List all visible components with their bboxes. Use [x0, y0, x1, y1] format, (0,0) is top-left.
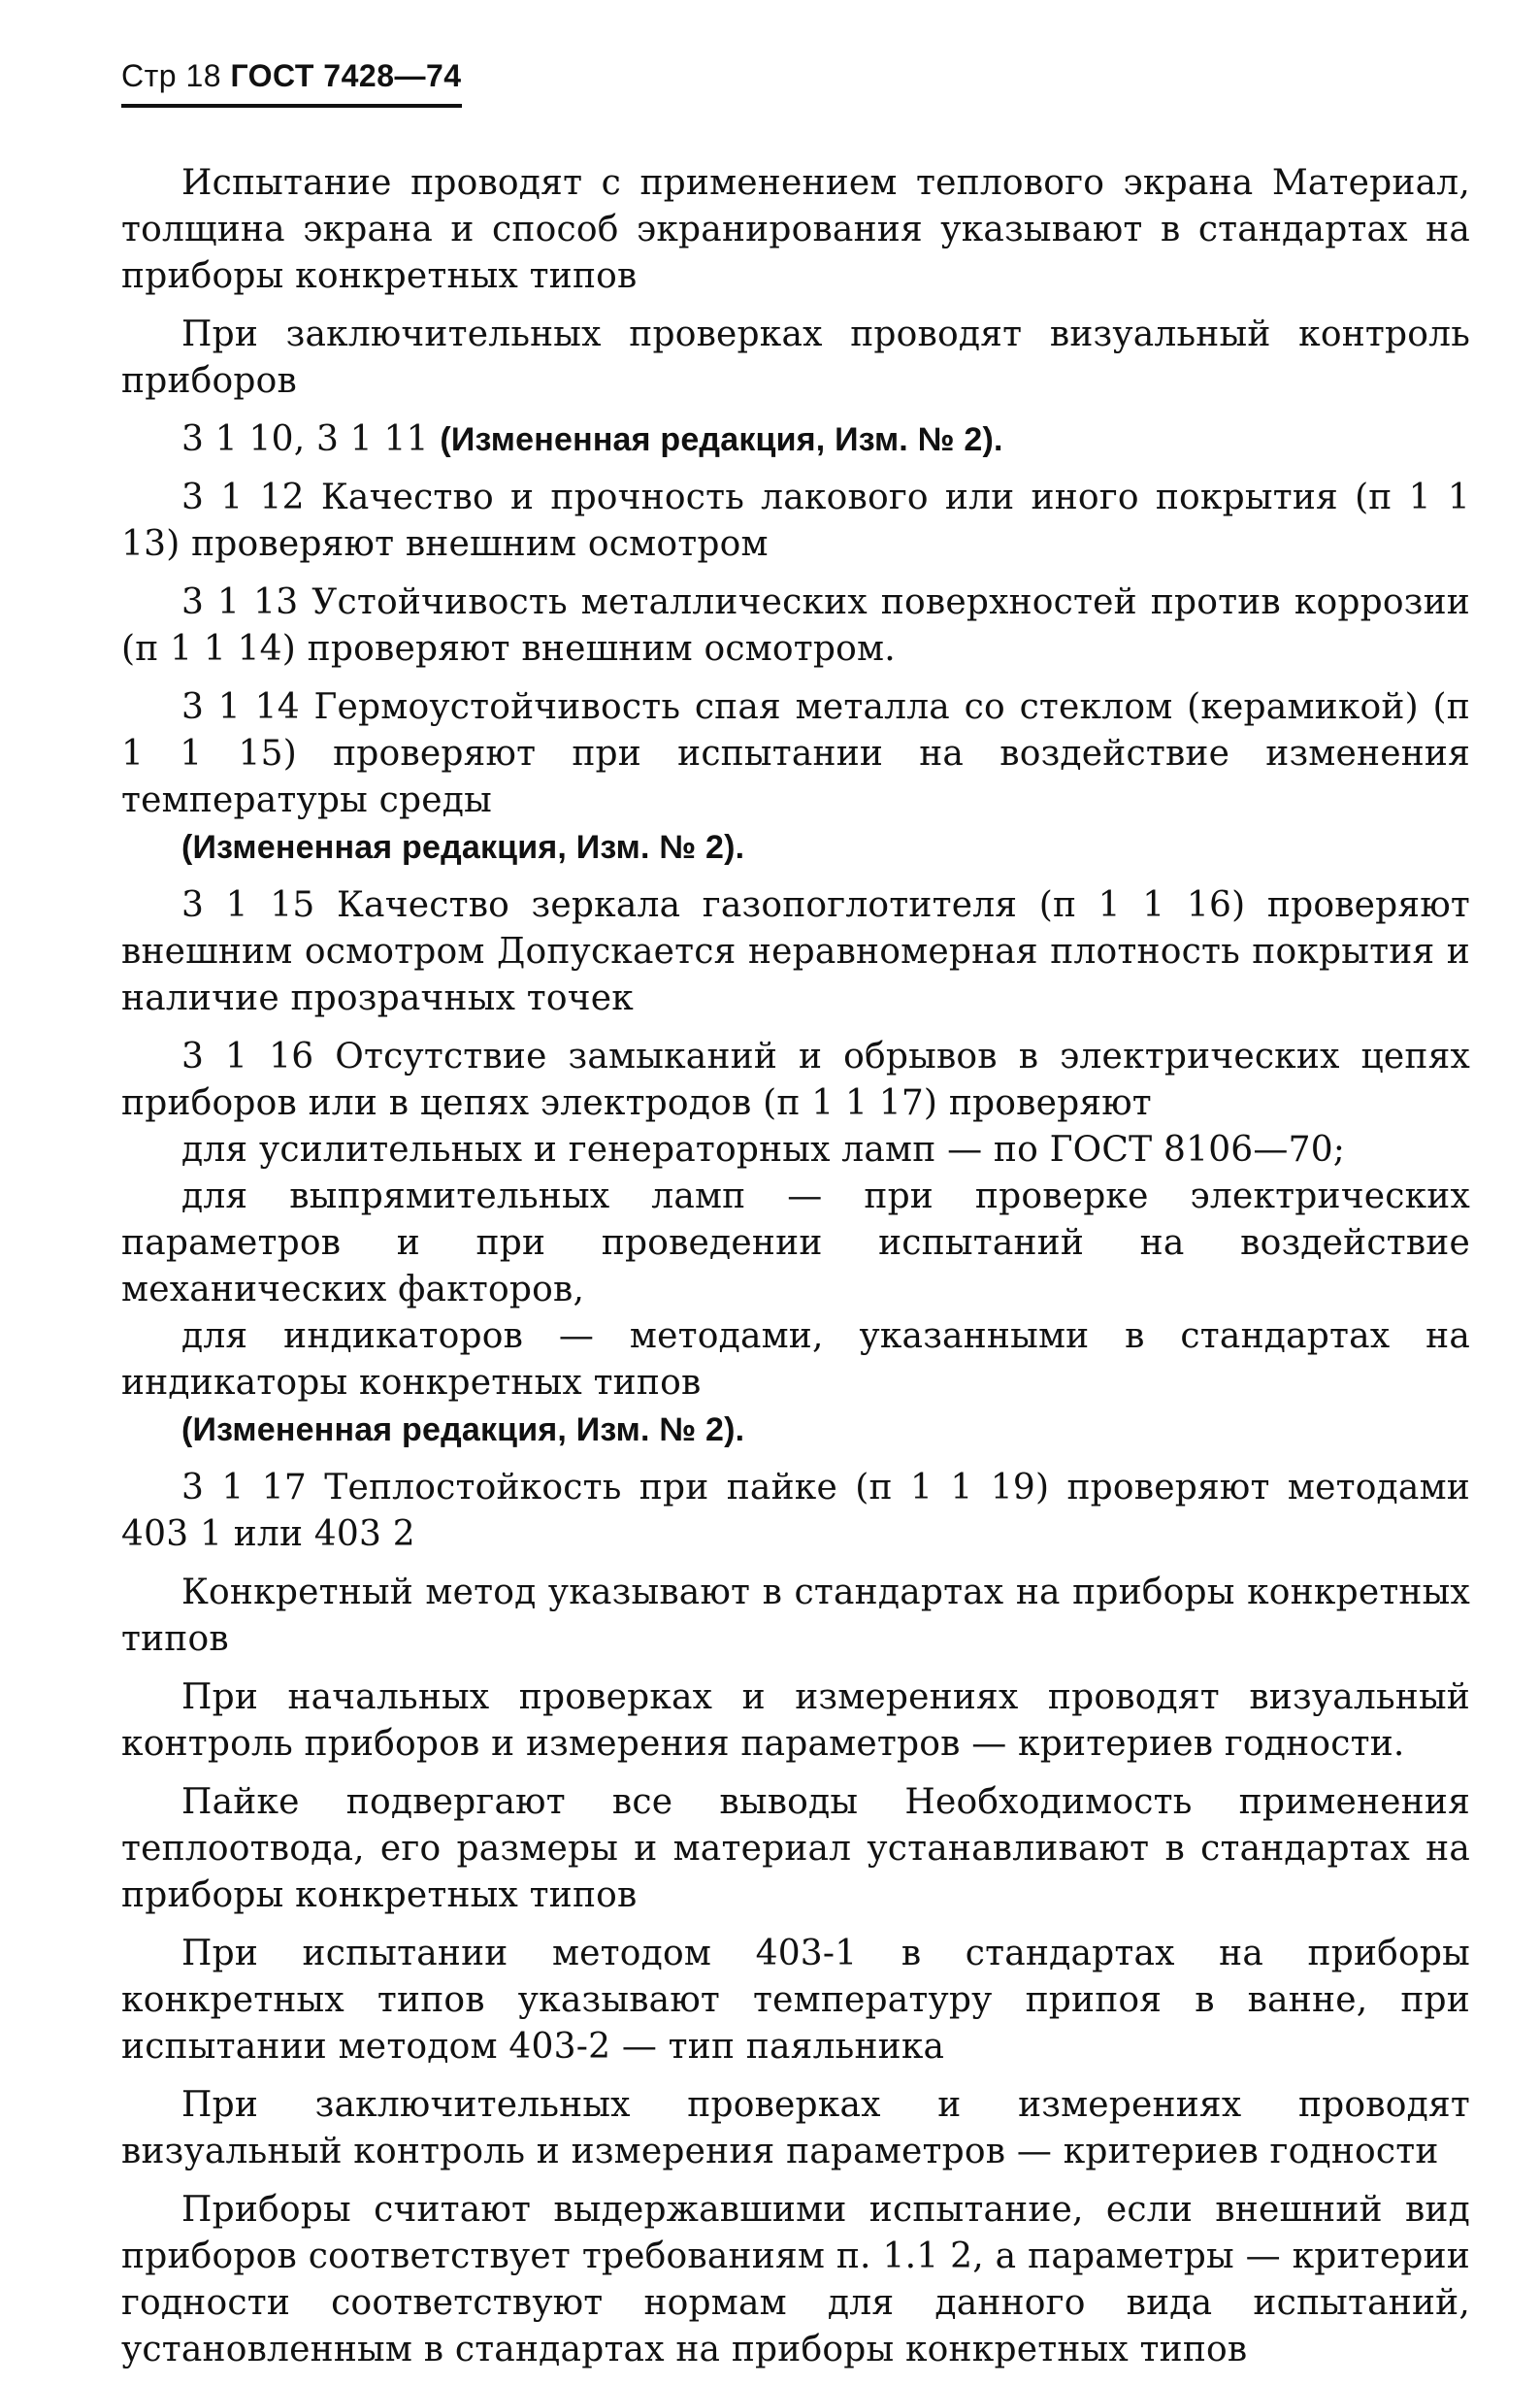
paragraph-pass-criteria: Приборы считают выдержавшими испытание, если внешний вид приборов соответствует требованиям п. 1.1 2, а параметры — критерии годности соответствуют нормам для данного вида испытаний, установленным в стандартах на приборы конкретных типов [121, 2190, 1470, 2369]
paragraph-3-1-14: 3 1 14 Гермоустойчивость спая металла со стеклом (керамикой) (п 1 1 15) проверяют при испытании на воздействие изменения температуры среды [121, 687, 1470, 820]
standard-number: ГОСТ 7428—74 [230, 58, 462, 93]
list-item-rectifier-lamps: для выпрямительных ламп — при проверке электрических параметров и при проведении испытаний на воздействие механических факторов, [121, 1176, 1470, 1309]
paragraph-3-1-13: 3 1 13 Устойчивость металлических поверхностей против коррозии (п 1 1 14) проверяют внешним осмотром. [121, 582, 1470, 669]
amendment-note: (Измененная редакция, Изм. № 2). [440, 421, 1003, 458]
document-body [121, 160, 1470, 2373]
list-item-amplifier-lamps: для усилительных и генераторных ламп — по ГОСТ 8106—70; [181, 1130, 1346, 1170]
paragraph-final-checks: При заключительных проверках и измерениях проводят визуальный контроль и измерения параметров — критериев годности [121, 2085, 1470, 2171]
paragraph-specific-method: Конкретный метод указывают в стандартах на приборы конкретных типов [121, 1573, 1470, 1659]
list-item-indicators: для индикаторов — методами, указанными в стандартах на индикаторы конкретных типов [121, 1316, 1470, 1403]
paragraph-3-1-12: 3 1 12 Качество и прочность лакового или иного покрытия (п 1 1 13) проверяют внешним осмотром [121, 478, 1470, 564]
amendment-note: (Измененная редакция, Изм. № 2). [181, 1411, 745, 1448]
page-label: Стр 18 [121, 58, 222, 93]
paragraph-3-1-16: 3 1 16 Отсутствие замыканий и обрывов в электрических цепях приборов или в цепях электродов (п 1 1 17) проверяют [121, 1037, 1470, 1123]
running-header [121, 58, 462, 108]
paragraph-3-1-17: 3 1 17 Теплостойкость при пайке (п 1 1 19) проверяют методами 403 1 или 403 2 [121, 1468, 1470, 1554]
paragraph-3-1-15: 3 1 15 Качество зеркала газопоглотителя (п 1 1 16) проверяют внешним осмотром Допускается неравномерная плотность покрытия и наличие прозрачных точек [121, 885, 1470, 1018]
clause-numbers: 3 1 10, 3 1 11 [181, 419, 429, 459]
document-page [121, 58, 1470, 2385]
paragraph-method-403: При испытании методом 403-1 в стандартах на приборы конкретных типов указывают температуру припоя в ванне, при испытании методом 403-2 — тип паяльника [121, 1934, 1470, 2067]
amendment-note: (Измененная редакция, Изм. № 2). [181, 829, 745, 866]
paragraph-heat-screen: Испытание проводят с применением теплового экрана Материал, толщина экрана и способ экранирования указывают в стандартах на приборы конкретных типов [121, 163, 1470, 296]
paragraph-final-visual-check: При заключительных проверках проводят визуальный контроль приборов [121, 315, 1470, 401]
paragraph-3-1-10-11 [121, 416, 1470, 463]
paragraph-soldering: Пайке подвергают все выводы Необходимость применения теплоотвода, его размеры и материал устанавливают в стандартах на приборы конкретных типов [121, 1782, 1470, 1915]
paragraph-initial-checks: При начальных проверках и измерениях проводят визуальный контроль приборов и измерения параметров — критериев годности. [121, 1677, 1470, 1764]
